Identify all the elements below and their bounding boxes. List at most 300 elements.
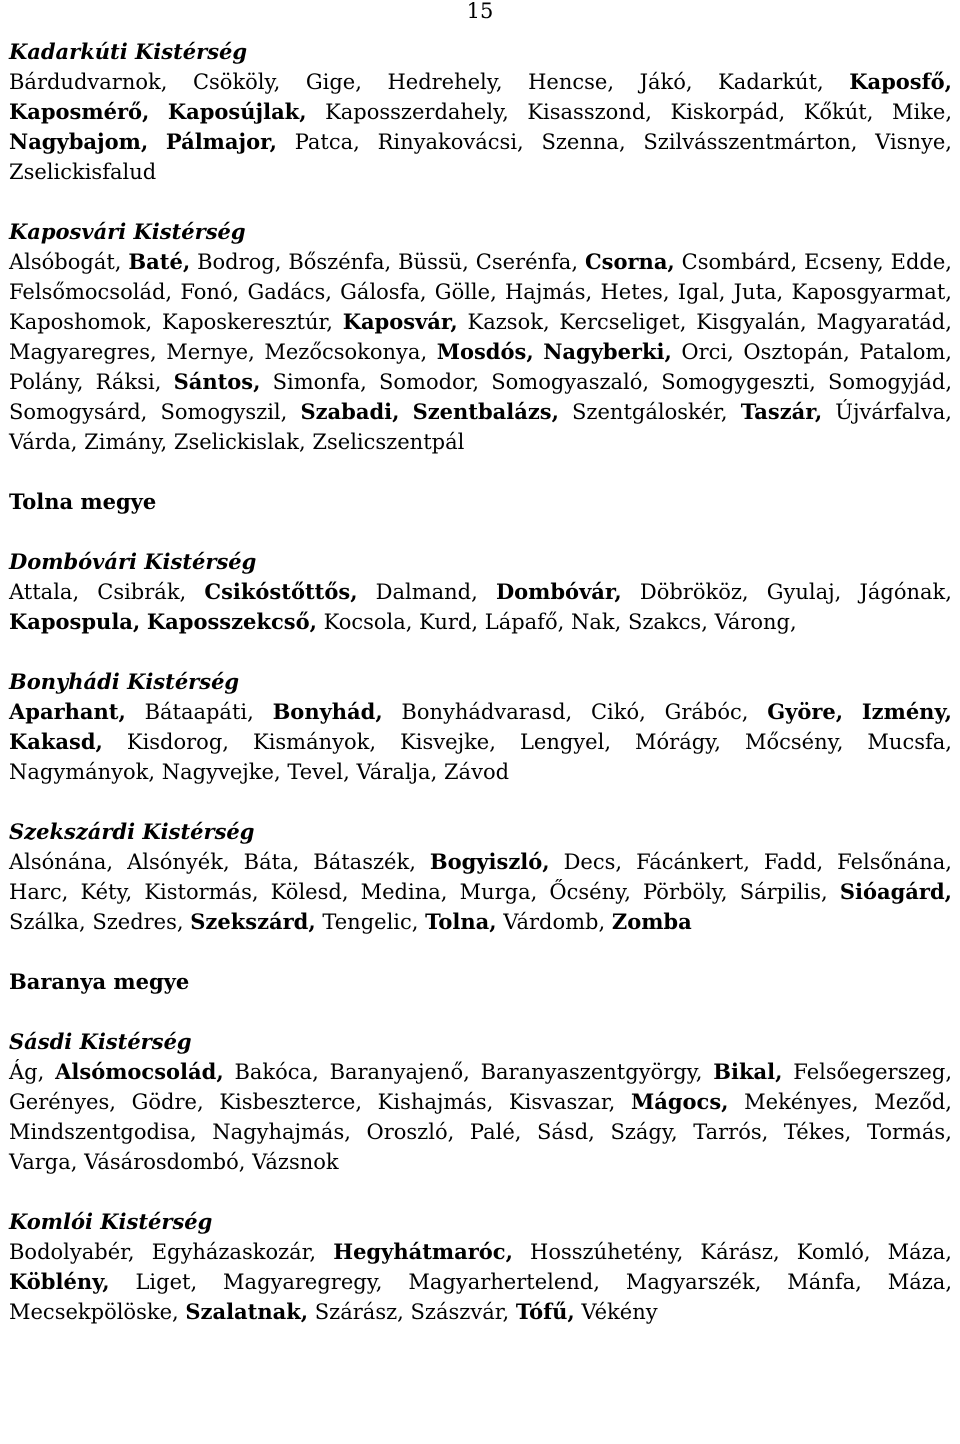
settlement-label: Gödre [131,1090,197,1114]
settlement-label: Bátaszék [313,850,410,874]
settlement-label: Kaposvár [342,309,451,334]
settlement-name [252,1150,339,1174]
settlement-name: Zimány, [84,430,168,454]
settlement-label: Kadarkút [718,70,818,94]
settlement-label: Döbrököz [639,580,742,604]
settlement-name: Bodrog, [197,250,282,274]
settlement-label: Sárpilis [739,880,822,904]
settlement-name-bold: Nagybajom, [9,129,149,154]
settlement-name: Máza, [887,1240,952,1264]
settlement-name: Meződ, [874,1090,952,1114]
settlement-name: Igal, [677,280,726,304]
settlement-label: Fadd [763,850,817,874]
settlement-label: Mórágy [635,730,715,754]
settlement-label: Tékes [783,1120,845,1144]
settlement-name: Szálka, [9,910,86,934]
settlement-label: Egyházaskozár [151,1240,310,1264]
settlement-label: Bodolyabér [9,1240,128,1264]
settlement-list [9,247,952,457]
settlement-name: Grábóc, [664,700,749,724]
settlement-label: Lápafő [484,610,558,634]
settlement-label: Gerényes [9,1090,110,1114]
settlement-name: Lengyel, [519,730,611,754]
settlement-name: Egyházaskozár, [151,1240,317,1264]
settlement-label: Edde [890,250,946,274]
settlement-label: Kocsola [323,610,406,634]
settlement-label: Harc [9,880,62,904]
settlement-label: Zomba [611,909,692,934]
settlement-name-bold: Györe, [767,699,844,724]
settlement-name: Baranyajenő, [329,1060,470,1084]
settlement-name: Decs, [563,850,623,874]
settlement-label: Zselickislak [173,430,300,454]
settlement-label: Kapospula [9,609,133,634]
settlement-name: Juta, [733,280,784,304]
settlement-label: Szentgáloskér [572,400,721,424]
settlement-label: Nagymányok [9,760,149,784]
settlement-name: Kishajmás, [377,1090,494,1114]
settlement-label: Kőkút [803,100,867,124]
settlement-label: Patca [294,130,354,154]
section-gap [9,1177,952,1207]
settlement-name: Bárdudvarnok, [9,70,168,94]
settlement-label: Hajmás [504,280,586,304]
settlement-name: Kisvejke, [400,730,496,754]
settlement-label: Hedrehely [387,70,496,94]
settlement-label: Kisvejke [400,730,490,754]
subregion-heading: Dombóvári Kistérség [9,549,257,574]
county-heading: Baranya megye [9,969,190,994]
settlement-label: Zimány [84,430,161,454]
settlement-name: Nagyvejke, [161,760,281,784]
settlement-name-bold: Kaposújlak, [167,99,307,124]
county-heading: Tolna megye [9,489,157,514]
settlement-name: Bátaapáti, [144,700,254,724]
settlement-label: Kisvaszar [508,1090,609,1114]
settlement-name-bold: Kaposmérő, [9,99,150,124]
settlement-name: Kistormás, [144,880,259,904]
settlement-name-bold: Dombóvár, [495,579,622,604]
settlement-label: Kisdorog [126,730,223,754]
settlement-name: Bonyhádvarasd, [401,700,573,724]
settlement-name: Edde, [890,250,952,274]
settlement-name: Várong, [714,610,797,634]
settlement-label: Sióagárd [839,879,945,904]
settlement-name-bold: Bikal, [713,1059,783,1084]
settlement-label: Mosdós [436,339,527,364]
settlement-label: Bikal [713,1059,776,1084]
settlement-label: Kárász [700,1240,773,1264]
settlement-name: Cikó, [590,700,646,724]
settlement-label: Jágónak [859,580,946,604]
settlement-name: Tarrós, [693,1120,769,1144]
settlement-name: Hedrehely, [387,70,503,94]
settlement-label: Aparhant [9,699,119,724]
settlement-label: Bogyiszló [429,849,543,874]
settlement-label: Mernye [166,340,249,364]
settlement-name: Magyaratád, [816,310,952,334]
settlement-name: Komló, [796,1240,871,1264]
settlement-label: Szászvár [410,1300,503,1324]
settlement-list [9,577,952,637]
settlement-label: Szabadi [300,399,393,424]
settlement-label: Tolna [425,909,490,934]
settlement-label: Magyarszék [625,1270,755,1294]
settlement-label: Nagyhajmás [212,1120,345,1144]
settlement-label: Mezőcsokonya [264,340,421,364]
settlement-name: Simonfa, [272,370,367,394]
settlement-label: Mike [891,100,946,124]
settlement-name: Bakóca, [234,1060,319,1084]
settlement-name-bold: Tolna, [425,909,497,934]
settlement-label: Somogyszil [160,400,281,424]
settlement-name: Várda, [9,430,78,454]
settlement-name-bold: Köblény, [9,1269,110,1294]
settlement-name-bold: Alsómocsolád, [55,1059,224,1084]
settlement-label: Kaposszerdahely [325,100,503,124]
settlement-label: Taszár [740,399,815,424]
settlement-name: Fácánkert, [636,850,750,874]
settlement-name-bold: Tófű, [515,1299,575,1324]
subregion-heading: Bonyhádi Kistérség [9,669,240,694]
settlement-name: Mucsfa, [867,730,952,754]
settlement-name: Liget, [135,1270,198,1294]
settlement-label: Juta [733,280,777,304]
settlement-label: Kismányok [253,730,370,754]
settlement-label: Büssü [398,250,463,274]
settlement-name: Oroszló, [366,1120,455,1144]
settlement-name: Pörböly, [643,880,728,904]
settlement-label: Rinyakovácsi [377,130,518,154]
settlement-label: Simonfa [272,370,361,394]
settlement-name: Alsónána, [9,850,114,874]
settlement-name: Fadd, [763,850,824,874]
settlement-label: Mecsekpölöske [9,1300,172,1324]
settlement-name: Cserénfa, [475,250,579,274]
settlement-label: Szakcs [627,610,702,634]
settlement-label: Csombárd [681,250,791,274]
settlement-name: Tékes, [783,1120,852,1144]
settlement-label: Somogyjád [827,370,946,394]
settlement-name: Kisasszond, [527,100,652,124]
settlement-name: Murga, [459,880,538,904]
settlement-name: Tengelic, [322,910,419,934]
settlement-label: Tengelic [322,910,412,934]
settlement-name: Kiskorpád, [670,100,786,124]
settlement-name-bold: Csikóstőttős, [204,579,358,604]
settlement-label: Sántos [173,369,254,394]
settlement-label: Szekszárd [190,909,309,934]
settlement-label: Várda [9,430,71,454]
settlement-name: Medina, [360,880,448,904]
settlement-name: Somogyaszaló, [491,370,650,394]
settlement-label: Hosszúhetény [530,1240,677,1264]
settlement-name-bold [612,909,692,934]
settlement-name: Jákó, [639,70,693,94]
settlement-label: Szárász [314,1300,398,1324]
settlement-name: Hajmás, [504,280,593,304]
settlement-name: Vásárosdombó, [84,1150,246,1174]
settlement-label: Zselickisfalud [9,160,157,184]
settlement-name-bold: Szalatnak, [185,1299,309,1324]
settlement-list [9,67,952,187]
settlement-name: Osztopán, [743,340,850,364]
settlement-label: Csibrák [97,580,180,604]
settlement-name: Kölesd, [270,880,349,904]
page-number: 15 [466,0,494,23]
settlement-name: Mekényes, [744,1090,859,1114]
settlement-name: Fonó, [180,280,240,304]
settlement-label: Pörböly [643,880,721,904]
settlement-label: Magyaregres [9,340,151,364]
settlement-label: Csikóstőttős [204,579,351,604]
settlement-label: Hegyhátmaróc [333,1239,506,1264]
settlement-label: Kaposhomok [9,310,146,334]
settlement-label: Vékény [581,1300,658,1324]
settlement-label: Baranyajenő [329,1060,464,1084]
settlement-label: Köblény [9,1269,103,1294]
settlement-label: Várdomb [503,910,599,934]
settlement-name: Tevel, [287,760,350,784]
settlement-name-bold: Hegyhátmaróc, [333,1239,513,1264]
settlement-label: Bárdudvarnok [9,70,161,94]
settlement-label: Mágocs [631,1089,722,1114]
settlement-list [9,1057,952,1177]
settlement-name: Visnye, [875,130,952,154]
settlement-label: Cserénfa [475,250,572,274]
settlement-label: Kaposfő [849,69,945,94]
settlement-name [444,760,509,784]
settlement-label: Meződ [874,1090,946,1114]
settlement-name: Sárpilis, [739,880,828,904]
settlement-label: Zselicszentpál [312,430,465,454]
settlement-name: Mecsekpölöske, [9,1300,179,1324]
settlement-label: Magyaregregy [223,1270,376,1294]
settlement-name: Gyulaj, [766,580,842,604]
settlement-name: Szentgáloskér, [572,400,728,424]
settlement-label: Kaposmérő [9,99,143,124]
settlement-name: Ág, [9,1060,45,1084]
settlement-label: Őcsény [549,880,625,904]
settlement-name-bold: Sióagárd, [839,879,952,904]
settlement-name: Bátaszék, [313,850,416,874]
settlement-label: Bodrog [197,250,275,274]
settlement-name: Alsóbogát, [9,250,122,274]
subregion-heading: Szekszárdi Kistérség [9,819,255,844]
settlement-name: Döbrököz, [639,580,749,604]
settlement-name-bold: Szekszárd, [190,909,316,934]
settlement-label: Izmény [861,699,945,724]
settlement-name: Gige, [305,70,362,94]
settlement-name: Sásd, [537,1120,595,1144]
settlement-label: Várong [714,610,790,634]
settlement-label: Kaposgyarmat [791,280,946,304]
settlement-label: Gige [305,70,356,94]
settlement-name [9,160,156,184]
settlement-label: Nagyvejke [161,760,274,784]
settlement-label: Nagyberki [543,339,665,364]
settlement-label: Mindszentgodisa [9,1120,190,1144]
settlement-label: Máza [887,1270,946,1294]
settlement-label: Fonó [180,280,233,304]
settlement-name: Harc, [9,880,69,904]
settlement-name: Magyarhertelend, [408,1270,600,1294]
settlement-name [312,430,464,454]
settlement-name: Csombárd, [681,250,798,274]
settlement-label: Lengyel [519,730,605,754]
settlement-name-bold: Szentbalázs, [412,399,559,424]
settlement-label: Kisgyalán [696,310,800,334]
settlement-label: Murga [459,880,531,904]
settlement-label: Orci [681,340,728,364]
settlement-label: Tevel [287,760,344,784]
settlement-label: Somogyaszaló [491,370,643,394]
settlement-name-bold: Csorna, [584,249,675,274]
section-gap [9,187,952,217]
settlement-name: Nagyhajmás, [212,1120,351,1144]
settlement-name: Kaposgyarmat, [791,280,952,304]
settlement-label: Somodor [379,370,473,394]
settlement-name: Szedres, [92,910,184,934]
section-gap [9,457,952,487]
settlement-name: Kocsola, [323,610,413,634]
settlement-name: Kercseliget, [559,310,687,334]
settlement-label: Bőszénfa [288,250,385,274]
settlement-label: Báta [243,850,293,874]
settlement-label: Pálmajor [165,129,270,154]
settlement-label: Sásd [537,1120,589,1144]
subregion-heading: Komlói Kistérség [9,1209,213,1234]
settlement-name: Gödre, [131,1090,204,1114]
settlement-label: Jákó [639,70,686,94]
settlement-label: Oroszló [366,1120,448,1144]
settlement-name: Kisbeszterce, [219,1090,362,1114]
settlement-label: Alsóbogát [9,250,115,274]
settlement-name: Szászvár, [410,1300,510,1324]
settlement-label: Ecseny [804,250,878,274]
settlement-label: Nagybajom [9,129,141,154]
settlement-label: Szilvásszentmárton [643,130,851,154]
section-gap [9,787,952,817]
settlement-name: Kazsok, [467,310,550,334]
settlement-name-bold: Pálmajor, [165,129,277,154]
settlement-label: Csököly [192,70,274,94]
settlement-name-bold: Aparhant, [9,699,126,724]
settlement-name: Zselickislak, [173,430,306,454]
settlement-label: Kishajmás [377,1090,487,1114]
settlement-name-bold: Bonyhád, [272,699,383,724]
settlement-name: Mőcsény, [744,730,844,754]
settlement-name: Somogysárd, [9,400,148,424]
settlement-name: Magyarszék, [625,1270,762,1294]
settlement-label: Decs [563,850,616,874]
settlement-name: Lápafő, [484,610,565,634]
settlement-label: Kiskorpád [670,100,779,124]
settlement-name [581,1300,657,1324]
settlement-name: Szilvásszentmárton, [643,130,858,154]
settlement-name: Mórágy, [635,730,721,754]
settlement-name: Kéty, [80,880,133,904]
settlement-label: Gálosfa [340,280,420,304]
settlement-name: Kisvaszar, [508,1090,616,1114]
settlement-name: Polány, [9,370,84,394]
settlement-label: Fácánkert [636,850,744,874]
settlement-label: Medina [360,880,441,904]
settlement-label: Grábóc [664,700,742,724]
settlement-name: Mánfa, [787,1270,862,1294]
settlement-name: Somogyjád, [827,370,952,394]
settlement-name: Varga, [9,1150,78,1174]
settlement-name: Felsőegerszeg, [793,1060,952,1084]
settlement-label: Kölesd [270,880,342,904]
settlement-name: Szárász, [314,1300,404,1324]
settlement-label: Varga [9,1150,71,1174]
settlement-label: Máza [887,1240,946,1264]
settlement-label: Kistormás [144,880,252,904]
settlement-name: Patalom, [859,340,952,364]
settlement-name: Bőszénfa, [288,250,392,274]
settlement-label: Kurd [419,610,472,634]
settlement-label: Felsőegerszeg [793,1060,946,1084]
settlement-label: Mucsfa [867,730,946,754]
settlement-label: Dalmand [375,580,472,604]
settlement-label: Felsőmocsolád [9,280,166,304]
settlement-name-bold: Baté, [128,249,191,274]
settlement-name: Magyaregres, [9,340,157,364]
settlement-name: Kőkút, [803,100,874,124]
settlement-name: Gerényes, [9,1090,116,1114]
settlement-name-bold: Mosdós, [436,339,534,364]
settlement-name-bold: Mágocs, [631,1089,729,1114]
settlement-name: Gálosfa, [340,280,427,304]
settlement-label: Kercseliget [559,310,680,334]
settlement-label: Magyaratád [816,310,946,334]
settlement-name: Ecseny, [804,250,884,274]
settlement-label: Ráksi [95,370,155,394]
settlement-name: Kurd, [419,610,479,634]
settlement-name: Felsőnána, [837,850,952,874]
settlement-name: Somodor, [379,370,480,394]
settlement-label: Szentbalázs [412,399,552,424]
settlement-label: Mőcsény [744,730,837,754]
settlement-label: Závod [443,760,510,784]
settlement-name: Hosszúhetény, [530,1240,684,1264]
settlement-label: Baranyaszentgyörgy [480,1060,696,1084]
settlement-label: Alsómocsolád [55,1059,217,1084]
settlement-name-bold: Kaposfő, [849,69,952,94]
settlement-name: Várdomb, [503,910,606,934]
settlement-name: Kárász, [700,1240,780,1264]
settlement-label: Kisasszond [527,100,646,124]
settlement-label: Györe [767,699,836,724]
settlement-label: Osztopán [743,340,844,364]
settlement-name: Büssü, [398,250,469,274]
settlement-name: Orci, [681,340,734,364]
settlement-name: Csököly, [192,70,281,94]
settlement-name: Kaposhomok, [9,310,153,334]
settlement-list [9,697,952,787]
settlement-label: Visnye [875,130,946,154]
settlement-name: Mindszentgodisa, [9,1120,197,1144]
settlement-label: Kaposszekcső [146,609,310,634]
settlement-label: Gyulaj [766,580,835,604]
settlement-label: Vázsnok [252,1150,339,1174]
settlement-label: Somogysárd [9,400,141,424]
settlement-label: Újvárfalva [835,400,946,424]
section-gap [9,637,952,667]
settlement-label: Alsónyék [127,850,223,874]
settlement-name: Patca, [294,130,360,154]
